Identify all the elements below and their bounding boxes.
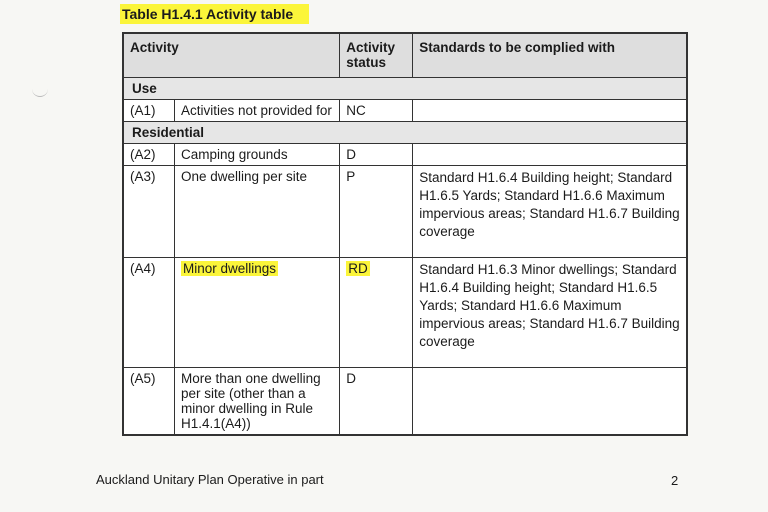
header-standards: Standards to be complied with xyxy=(413,33,687,78)
row-code: (A5) xyxy=(123,368,175,436)
highlighted-status: RD xyxy=(348,261,368,276)
table-title: Table H1.4.1 Activity table xyxy=(120,4,309,24)
page-number: 2 xyxy=(671,473,679,488)
table-header-row xyxy=(123,33,687,78)
activity-table xyxy=(122,32,688,436)
row-standards: Standard H1.6.4 Building height; Standard H1.6.5 Yards; Standard H1.6.6 Maximum impervious areas; Standard H1.6.7 Building coverage xyxy=(413,166,687,258)
table-row xyxy=(123,368,687,436)
row-activity: Camping grounds xyxy=(175,144,340,166)
row-code: (A1) xyxy=(123,100,175,122)
row-status: D xyxy=(340,144,413,166)
row-activity: One dwelling per site xyxy=(175,166,340,258)
table-row xyxy=(123,144,687,166)
header-activity: Activity xyxy=(123,33,340,78)
row-code: (A3) xyxy=(123,166,175,258)
table-row xyxy=(123,258,687,368)
table-row xyxy=(123,100,687,122)
row-activity xyxy=(175,258,340,368)
section-use: Use xyxy=(123,78,687,100)
row-activity: More than one dwelling per site (other than a minor dwelling in Rule H1.4.1(A4)) xyxy=(175,368,340,436)
scan-mark xyxy=(32,86,48,97)
row-activity: Activities not provided for xyxy=(175,100,340,122)
table-row xyxy=(123,166,687,258)
footer-document-name: Auckland Unitary Plan Operative in part xyxy=(96,472,324,487)
row-standards: Standard H1.6.3 Minor dwellings; Standard H1.6.4 Building height; Standard H1.6.5 Yards; Standard H1.6.6 Maximum impervious areas; Standard H1.6.7 Building coverage xyxy=(413,258,687,368)
row-status xyxy=(340,258,413,368)
row-standards xyxy=(413,144,687,166)
section-row-use xyxy=(123,78,687,100)
header-status: Activity status xyxy=(340,33,413,78)
row-status: NC xyxy=(340,100,413,122)
row-code: (A2) xyxy=(123,144,175,166)
highlighted-activity: Minor dwellings xyxy=(183,261,277,276)
row-status: D xyxy=(340,368,413,436)
row-standards xyxy=(413,100,687,122)
row-status: P xyxy=(340,166,413,258)
section-row-residential xyxy=(123,122,687,144)
section-residential: Residential xyxy=(123,122,687,144)
row-code: (A4) xyxy=(123,258,175,368)
row-standards xyxy=(413,368,687,436)
